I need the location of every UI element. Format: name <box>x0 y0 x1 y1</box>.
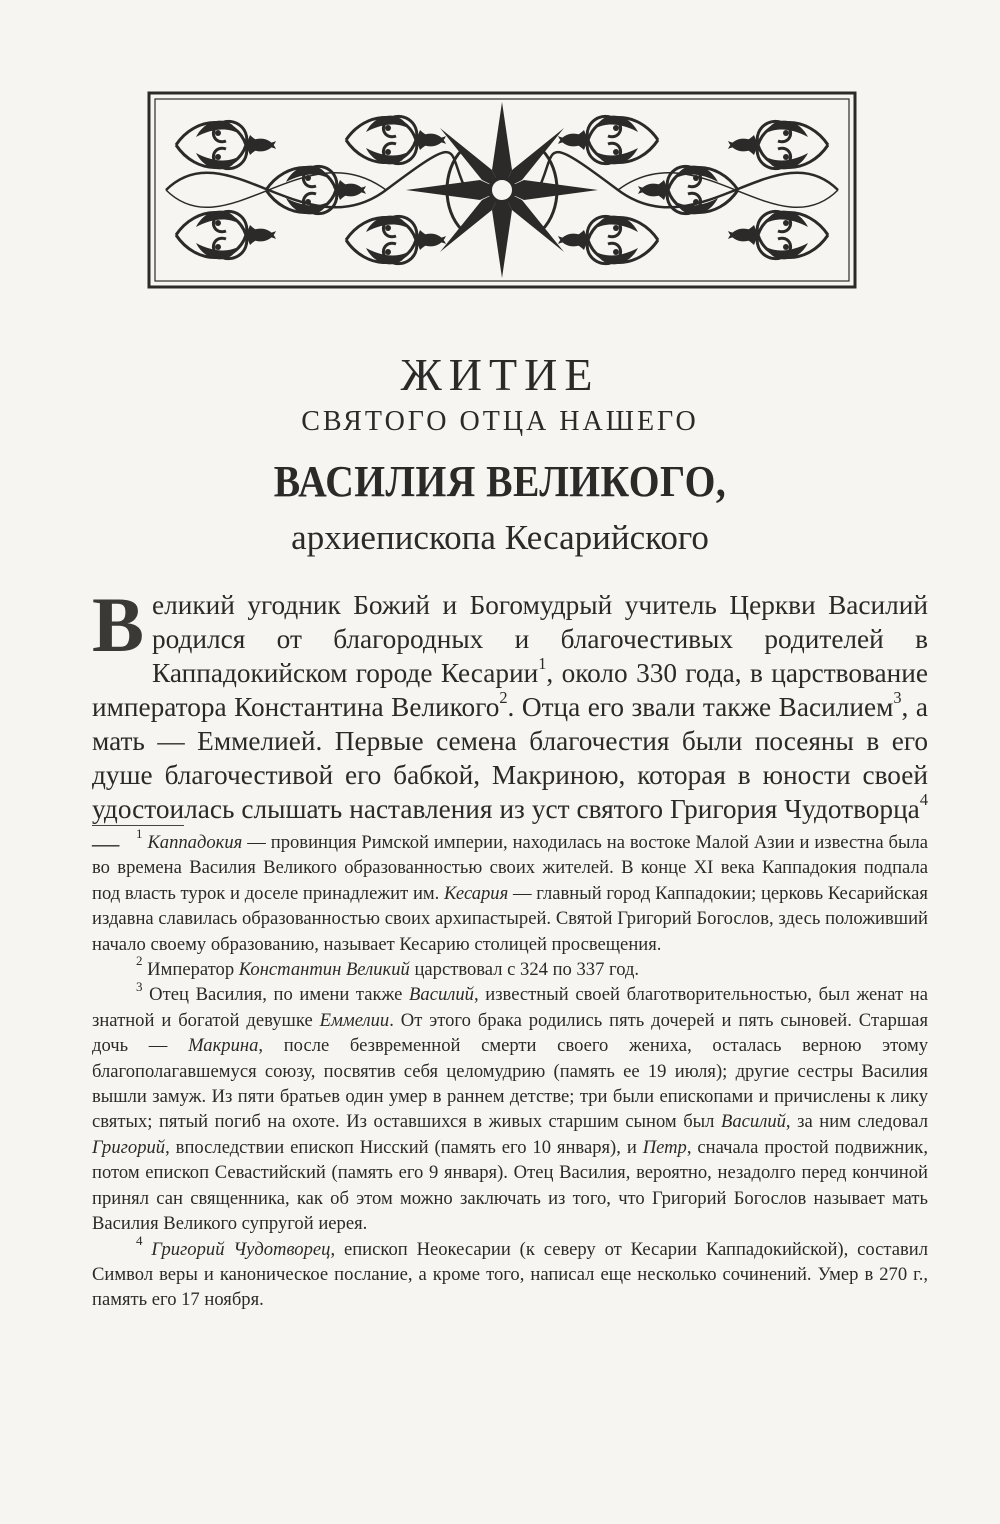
italic-term: Константин Великий <box>238 959 410 981</box>
ornament-graphic <box>146 90 858 290</box>
footnotes <box>92 826 929 1313</box>
footnote-ref: 4 <box>919 789 928 809</box>
text-segment: — главный город Каппадокии; церковь Кесарийская издавна славилась образованностью своих архипастырей. Святой Григорий Богослов, здесь положивший начало своему образованию, называет Кесарию столицей просвещения. <box>92 882 928 955</box>
text-segment: , около 330 года, в царствование императора Константина Великого <box>92 658 929 722</box>
footnote-number: 1 <box>136 826 143 842</box>
footnote-3 <box>92 978 929 1236</box>
footnote-ref: 2 <box>499 687 508 707</box>
text-segment: , за ним следовал <box>785 1111 928 1133</box>
text-segment: , после безвременной смерти своего жениха, осталась верною этому благополагавшемуся союзу, посвятив себя целомудрию (память ее 19 июля); другие сестры Василия вышли замуж. Из пяти братьев один умер в раннем детстве; три были епископами и причислены к лику святых; пятый погиб на охоте. Из оставшихся в живых старшим сыном был <box>92 1035 929 1133</box>
italic-term: Кесария <box>444 882 509 904</box>
text-segment: . От этого брака родились пять дочерей и пять сыновей. Старшая дочь — <box>92 1009 928 1057</box>
footnote-ref: 3 <box>893 687 902 707</box>
main-paragraph <box>92 581 929 860</box>
main-text <box>92 581 929 860</box>
text-segment: еликий угодник Божий и Богомудрый учитель Церкви Василий родился от благородных и благочестивых родителей в Каппадокийском городе Кесарии <box>152 590 928 688</box>
italic-term: Еммелии <box>319 1009 390 1031</box>
footnote-ref: 1 <box>538 653 547 673</box>
italic-term: Василий <box>409 984 474 1006</box>
italic-term: Василий <box>721 1111 786 1133</box>
title-subtitle: СВЯТОГО ОТЦА НАШЕГО <box>301 406 699 437</box>
text-segment: царствовал с 324 по 337 год. <box>409 959 640 981</box>
text-segment: , впоследствии епископ Нисский (память его 10 января), и <box>165 1136 643 1158</box>
text-segment: — провинция Римской империи, находилась на востоке Малой Азии и известна была во времена Василия Великого образованностью своих жителей. В конце XI века Каппадокия подпала под власть турок и доселе принадлежит им. <box>92 832 928 904</box>
floral-ornament-headpiece <box>146 90 858 290</box>
title-saint-name: ВАСИЛИЯ ВЕЛИКОГО, <box>273 457 727 506</box>
footnote-2 <box>92 953 928 982</box>
italic-term: Макрина <box>188 1035 259 1057</box>
footnote-number: 2 <box>136 953 143 969</box>
footnote-1 <box>92 826 928 957</box>
text-segment: , а мать — Еммелией. Первые семена благочестия были посеяны в его душе благочестивой его бабкой, Макриною, которая в юности своей удостоилась слышать наставления из уст святого Григория Чудотворца <box>92 692 928 824</box>
text-segment: , сначала простой подвижник, потом епископ Севастийский (память его 9 января). Отец Василия, вероятно, незадолго перед кончиной принял сан священника, как об этом можно заключать из того, что Григорий Богослов называет мать Василия Великого супругой иерея. <box>92 1136 928 1235</box>
text-segment: , известный своей благотворительностью, был женат на знатной и богатой девушке <box>92 984 928 1031</box>
footnote-number: 4 <box>136 1232 143 1248</box>
text-segment: — <box>92 828 120 858</box>
italic-term: Григорий Чудотворец <box>151 1238 331 1260</box>
italic-term: Петр <box>642 1136 687 1158</box>
title-zhitie: ЖИТИЕ <box>400 349 600 400</box>
text-segment: Император <box>147 959 239 981</box>
italic-term: Григорий <box>92 1136 166 1158</box>
drop-cap: В <box>92 581 145 668</box>
text-segment: Отец Василия, по имени также <box>149 984 410 1006</box>
italic-term: Каппадокия <box>147 832 243 853</box>
text-segment: . Отца его звали также Василием <box>507 692 894 722</box>
text-segment: , епископ Неокесарии (к северу от Кесарии Каппадокийской), составил Символ веры и каноническое послание, а кроме того, написал еще несколько сочинений. Умер в 270 г., память его 17 ноября. <box>92 1238 929 1311</box>
title-rank: архиепископа Кесарийского <box>291 518 709 557</box>
footnote-4 <box>92 1232 929 1313</box>
footnote-number: 3 <box>136 978 143 994</box>
